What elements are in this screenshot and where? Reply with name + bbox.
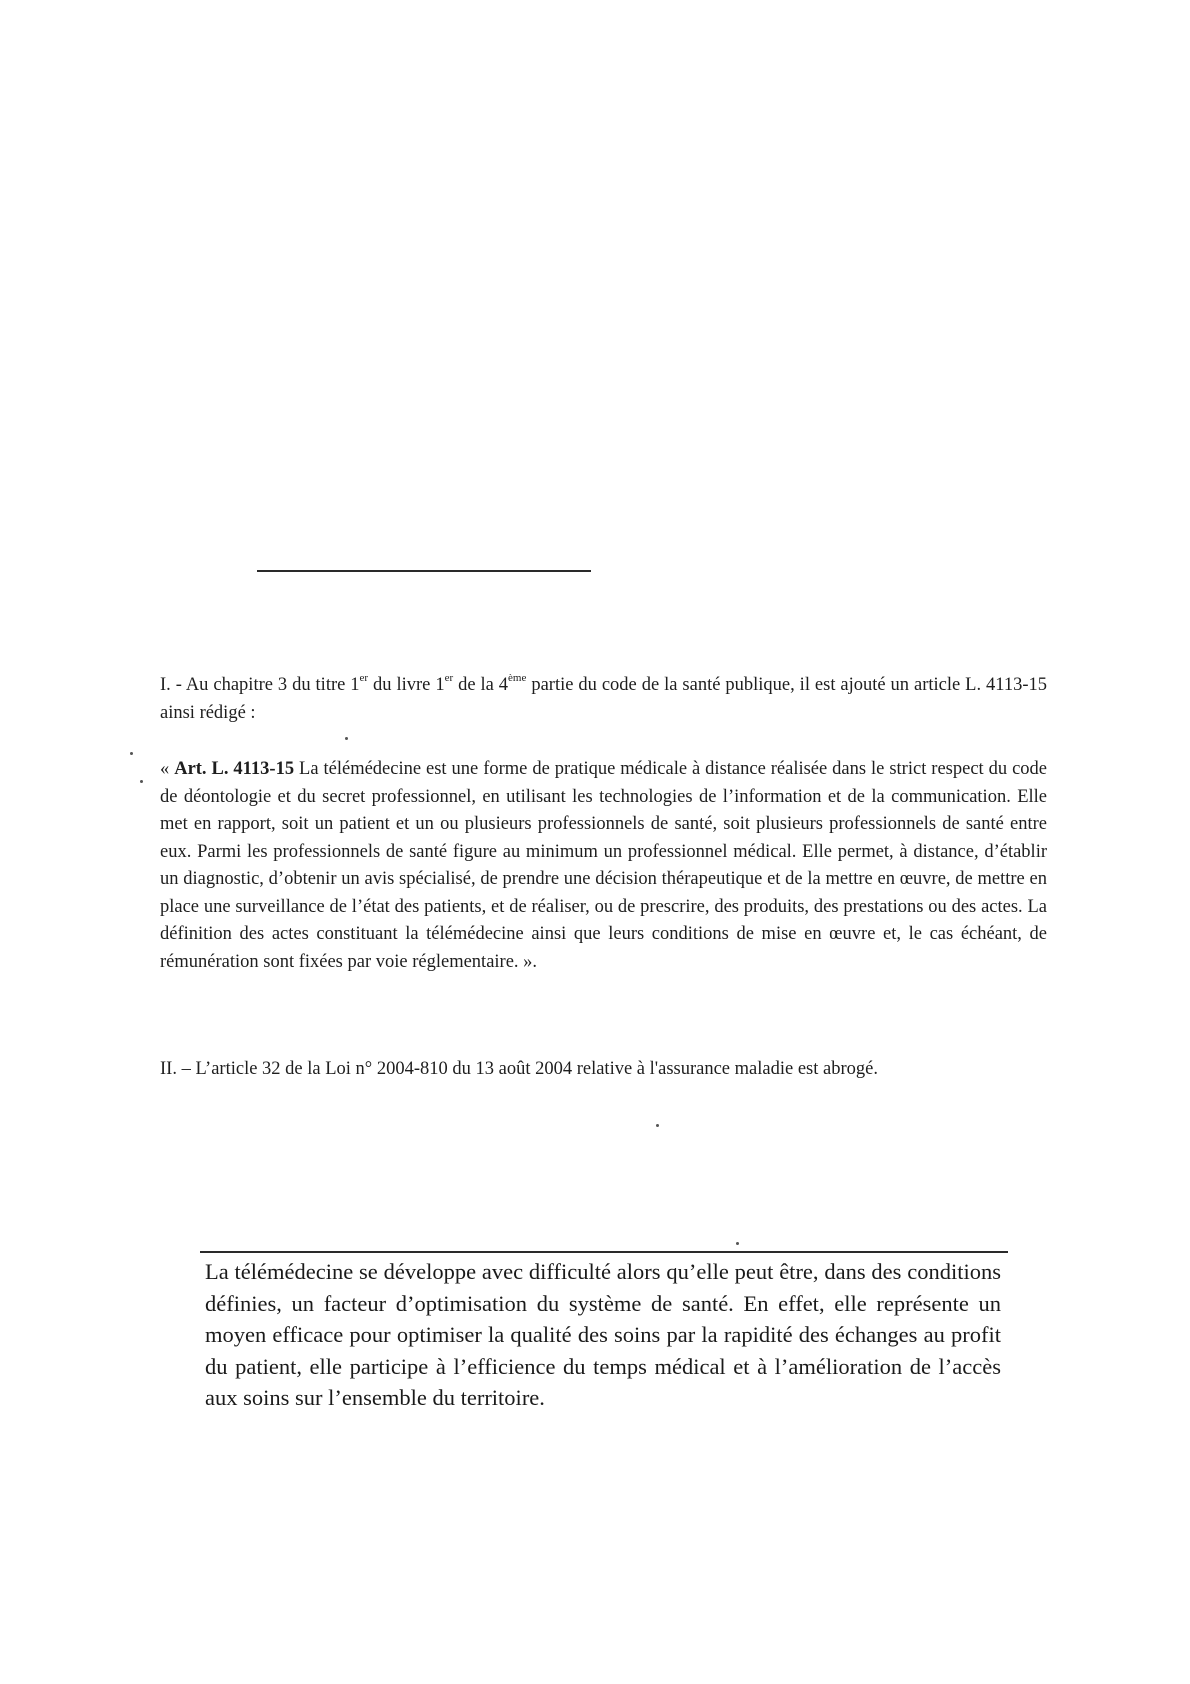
scan-speck: [140, 780, 143, 783]
section-1-suffix: partie du code de la santé publique, il est ajouté un article L. 4113-15 ainsi rédigé :: [160, 675, 1048, 723]
scan-speck: [656, 1124, 659, 1127]
paragraph-section-2: [160, 1056, 1047, 1084]
section-1-mid-2: de la 4: [453, 675, 509, 695]
paragraph-section-1: [160, 672, 1047, 727]
superscript-2: er: [444, 671, 454, 684]
superscript-1: er: [359, 671, 369, 684]
separator-rule-top: [257, 570, 591, 572]
article-reference: Art. L. 4113-15: [174, 759, 295, 779]
separator-rule-bottom: [200, 1251, 1008, 1253]
open-quote: «: [160, 759, 175, 779]
section-1-prefix: I. - Au chapitre 3 du titre 1: [160, 675, 360, 695]
superscript-3: ème: [508, 671, 527, 684]
section-1-mid-1: du livre 1: [368, 675, 445, 695]
summary-text: La télémédecine se développe avec difficulté alors qu’elle peut être, dans des conditions définies, un facteur d’optimisation du système de santé. En effet, elle représente un moyen efficace pour optimiser la qualité des soins par la rapidité des échanges au profit du patient, elle participe à l’efficience du temps médical et à l’amélioration de l’accès aux soins sur l’ensemble du territoire.: [205, 1259, 1001, 1410]
scan-speck: [345, 737, 348, 740]
scan-speck: [130, 752, 133, 755]
scan-speck: [736, 1242, 739, 1245]
section-2-text: II. – L’article 32 de la Loi n° 2004-810 du 13 août 2004 relative à l'assurance maladie est abrogé.: [160, 1059, 878, 1079]
summary-box: [205, 1256, 1001, 1414]
article-body: La télémédecine est une forme de pratique médicale à distance réalisée dans le strict respect du code de déontologie et du secret professionnel, en utilisant les technologies de l’information et de la communication. Elle met en rapport, soit un patient et un ou plusieurs professionnels de santé, soit plusieurs professionnels de santé entre eux. Parmi les professionnels de santé figure au minimum un professionnel médical. Elle permet, à distance, d’établir un diagnostic, d’obtenir un avis spécialisé, de prendre une décision thérapeutique et de la mettre en œuvre, de mettre en place une surveillance de l’état des patients, et de réaliser, ou de prescrire, des produits, des prestations ou des actes. La définition des actes constituant la télémédecine ainsi que leurs conditions de mise en œuvre et, le cas échéant, de rémunération sont fixées par voie réglementaire. ».: [160, 759, 1047, 972]
paragraph-article-text: [160, 756, 1047, 976]
